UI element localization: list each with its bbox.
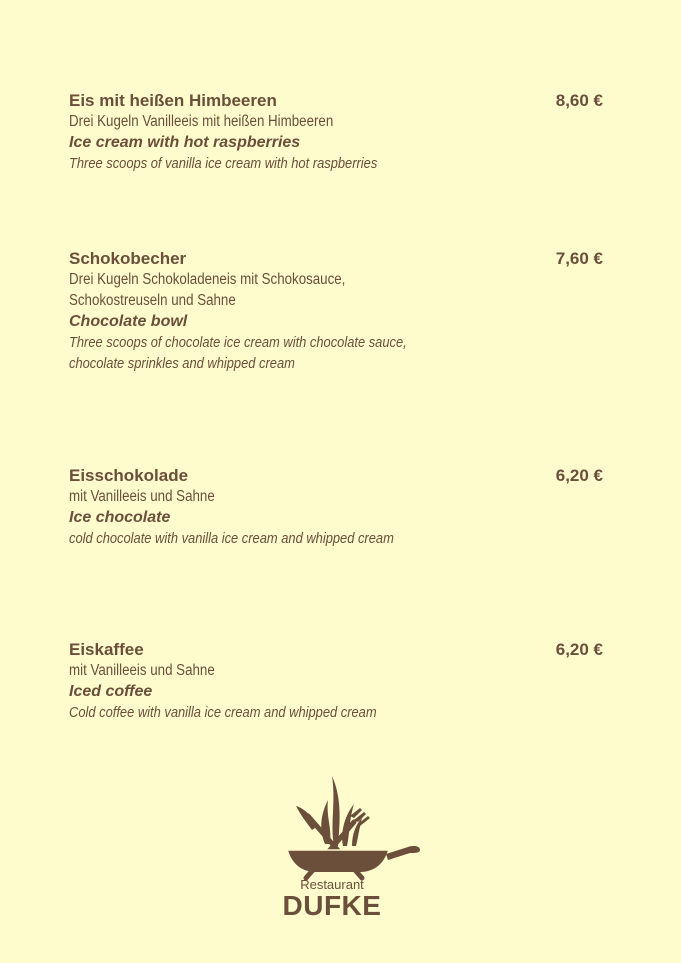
logo-restaurant-label: Restaurant [300, 877, 364, 892]
menu-item-schokobecher [69, 249, 609, 374]
item-price: 6,20 € [555, 466, 603, 485]
item-title: Eis mit heißen Himbeeren [69, 91, 277, 110]
item-title-en: Iced coffee [69, 683, 153, 700]
item-price: 7,60 € [555, 249, 603, 268]
item-description-de: Drei Kugeln Vanilleeis mit heißen Himbeeren [69, 113, 334, 130]
item-description-de: mit Vanilleeis und Sahne [69, 488, 215, 505]
logo-name: DUFKE [282, 890, 382, 921]
menu-item-eis-himbeeren [69, 91, 609, 174]
item-price: 8,60 € [555, 91, 603, 110]
item-description-en: Three scoops of vanilla ice cream with hot raspberries [69, 155, 378, 172]
menu-item-eisschokolade [69, 466, 609, 549]
menu-item-eiskaffee [69, 640, 609, 723]
item-description-en: cold chocolate with vanilla ice cream and whipped cream [69, 530, 394, 547]
item-price: 6,20 € [555, 640, 603, 659]
item-description-en: Cold coffee with vanilla ice cream and whipped cream [69, 704, 377, 721]
item-title-en: Ice cream with hot raspberries [69, 134, 301, 151]
item-title-en: Chocolate bowl [69, 313, 188, 330]
item-title: Schokobecher [69, 249, 187, 268]
item-title-en: Ice chocolate [69, 509, 171, 526]
item-title: Eisschokolade [69, 466, 189, 485]
item-title: Eiskaffee [69, 640, 144, 659]
item-description-de: mit Vanilleeis und Sahne [69, 662, 215, 679]
item-description-en: Three scoops of chocolate ice cream with chocolate sauce, chocolate sprinkles and whipped cream [69, 334, 407, 372]
item-description-de: Drei Kugeln Schokoladeneis mit Schokosauce, Schokostreuseln und Sahne [69, 271, 346, 309]
